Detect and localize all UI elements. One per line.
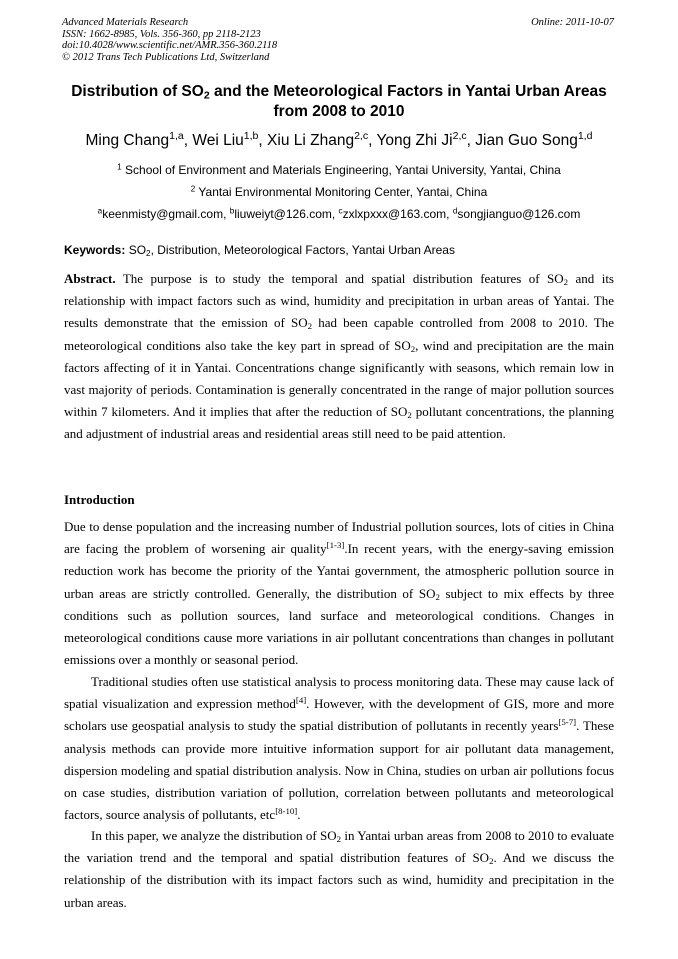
email-sup: a [97, 206, 103, 216]
author-separator: , [368, 132, 377, 149]
intro-paragraph-3 [64, 825, 614, 914]
doi-line: doi:10.4028/www.scientific.net/AMR.356-360.2118 [62, 40, 278, 51]
author-separator: , [258, 132, 268, 149]
issn-line: ISSN: 1662-8985, Vols. 356-360, pp 2118-2123 [62, 28, 261, 40]
affiliation-sup: 2 [190, 184, 196, 194]
subscript: 2 [336, 833, 342, 844]
abstract-text: pollutant concentrations, the planning and adjustment of industrial areas and residential areas still need to be paid attention. [64, 404, 614, 442]
paragraph-text: . However, with the development of GIS, more and more scholars use geospatial analysis to study the spatial distribution of pollutants in recently years [64, 696, 614, 734]
citation: [5-7] [558, 717, 577, 728]
paper-title [40, 82, 638, 122]
author-separator: , [183, 132, 193, 149]
title-subscript: 2 [203, 89, 210, 102]
email-address: keenmisty@gmail.com, [102, 207, 230, 221]
author-affil-sup: 2,c [452, 130, 467, 143]
paragraph-text: Traditional studies often use statistical analysis to process monitoring data. These may cause lack of spatial visualization and expression method [64, 674, 614, 712]
paragraph-text: Due to dense population and the increasing number of Industrial pollution sources, lots of cities in China are facing the problem of worsening air quality [64, 519, 614, 557]
email-sup: c [338, 206, 343, 216]
email-address: zxlxpxxx@163.com, [342, 207, 453, 221]
author-affil-sup: 1,a [169, 130, 184, 143]
author-affil-sup: 1,b [243, 130, 259, 143]
subscript: 2 [489, 856, 494, 867]
keywords-text-a: SO [128, 243, 147, 257]
abstract-text: The purpose is to study the temporal and spatial distribution features of SO [122, 271, 564, 286]
affiliation-text: School of Environment and Materials Engineering, Yantai University, Yantai, China [125, 163, 561, 177]
affiliation-sup: 1 [117, 162, 122, 172]
author-name: Wei Liu [192, 132, 244, 149]
author-name: Yong Zhi Ji [376, 132, 453, 149]
keywords-label: Keywords: [64, 243, 126, 257]
intro-paragraph-2 [64, 671, 614, 826]
email-address: songjianguo@126.com [457, 207, 581, 221]
author-separator: , [466, 132, 476, 149]
section-heading-introduction: Introduction [64, 492, 135, 507]
keywords-subscript: 2 [146, 248, 151, 258]
citation: [8-10] [275, 806, 298, 817]
subscript: 2 [410, 343, 416, 354]
email-list [20, 207, 658, 222]
paragraph-text: . These analysis methods can provide more intuitive information support for air pollutant data management, dispersion modeling and spatial distribution analysis. Now in China, studies on urban air pollutions focus on case studies, distribution variation of pollution, correlation between pollutants and meteorological factors, source analysis of pollutants, etc [64, 718, 614, 823]
paragraph-text: . And we discuss the relationship of the distribution with its impact factors such as wind, humidity and precipitation in the urban areas. [64, 850, 614, 910]
email-sup: b [229, 206, 235, 216]
subscript: 2 [435, 591, 440, 602]
keywords-text-b: , Distribution, Meteorological Factors, Yantai Urban Areas [150, 243, 455, 257]
abstract-text: had been capable controlled from 2008 to 2010. The meteorological conditions also take the key part in spread of SO [64, 315, 614, 353]
subscript: 2 [407, 410, 412, 421]
email-address: liuweiyt@126.com, [234, 207, 339, 221]
email-sup: d [452, 206, 458, 216]
paragraph-text: in Yantai urban areas from 2008 to 2010 to evaluate the variation trend and the temporal and spatial distribution features of SO [64, 828, 615, 866]
abstract [64, 268, 614, 446]
paragraph-text: subject to mix effects by three conditions such as pollution sources, land surface and meteorological conditions. Changes in meteorological conditions cause more variations in air pollutant concentrations than changes in pollutant emissions over a monthly or seasonal period. [64, 585, 614, 668]
citation: [1-3] [326, 540, 345, 551]
copyright-line: © 2012 Trans Tech Publications Ltd, Switzerland [62, 51, 270, 63]
paragraph-text: . [297, 807, 301, 823]
author-name: Jian Guo Song [475, 132, 578, 149]
affiliation-text: Yantai Environmental Monitoring Center, Yantai, China [198, 185, 488, 199]
abstract-text: , wind and precipitation are the main factors affecting of it in Yantai. Concentrations change significantly with seasons, which remain low in vast majority of periods. Contamination is generally concentrated in the range of major pollution sources within 7 kilometers. And it implies that after the reduction of SO [64, 337, 615, 420]
citation: [4] [295, 695, 307, 706]
title-part2: and the Meteorological Factors in Yantai Urban Areas [209, 83, 607, 100]
subscript: 2 [563, 276, 569, 287]
journal-name: Advanced Materials Research [62, 17, 189, 28]
keywords [64, 243, 624, 258]
paragraph-text: In this paper, we analyze the distribution of SO [91, 828, 337, 843]
paragraph-text: .In recent years, with the energy-saving emission reduction work has become the priority of the Yantai government, the atmospheric pollution source in urban areas are strictly controlled. Generally, the distribution of SO [64, 541, 615, 601]
title-line2: from 2008 to 2010 [273, 103, 405, 120]
abstract-text: and its relationship with impact factors such as wind, humidity and precipitation in urban areas of Yantai. The results demonstrate that the emission of SO [64, 271, 614, 331]
author-affil-sup: 2,c [354, 130, 369, 143]
subscript: 2 [307, 321, 313, 332]
affiliation-2 [20, 185, 658, 200]
title-part1: Distribution of SO [71, 83, 204, 100]
author-list [20, 131, 658, 151]
intro-paragraph-1 [64, 516, 614, 671]
affiliation-1 [20, 163, 658, 178]
online-date: Online: 2011-10-07 [531, 17, 614, 28]
abstract-label: Abstract. [64, 271, 116, 286]
journal-header [62, 17, 277, 63]
author-name: Xiu Li Zhang [267, 132, 355, 149]
author-name: Ming Chang [85, 132, 170, 149]
author-affil-sup: 1,d [577, 130, 593, 143]
